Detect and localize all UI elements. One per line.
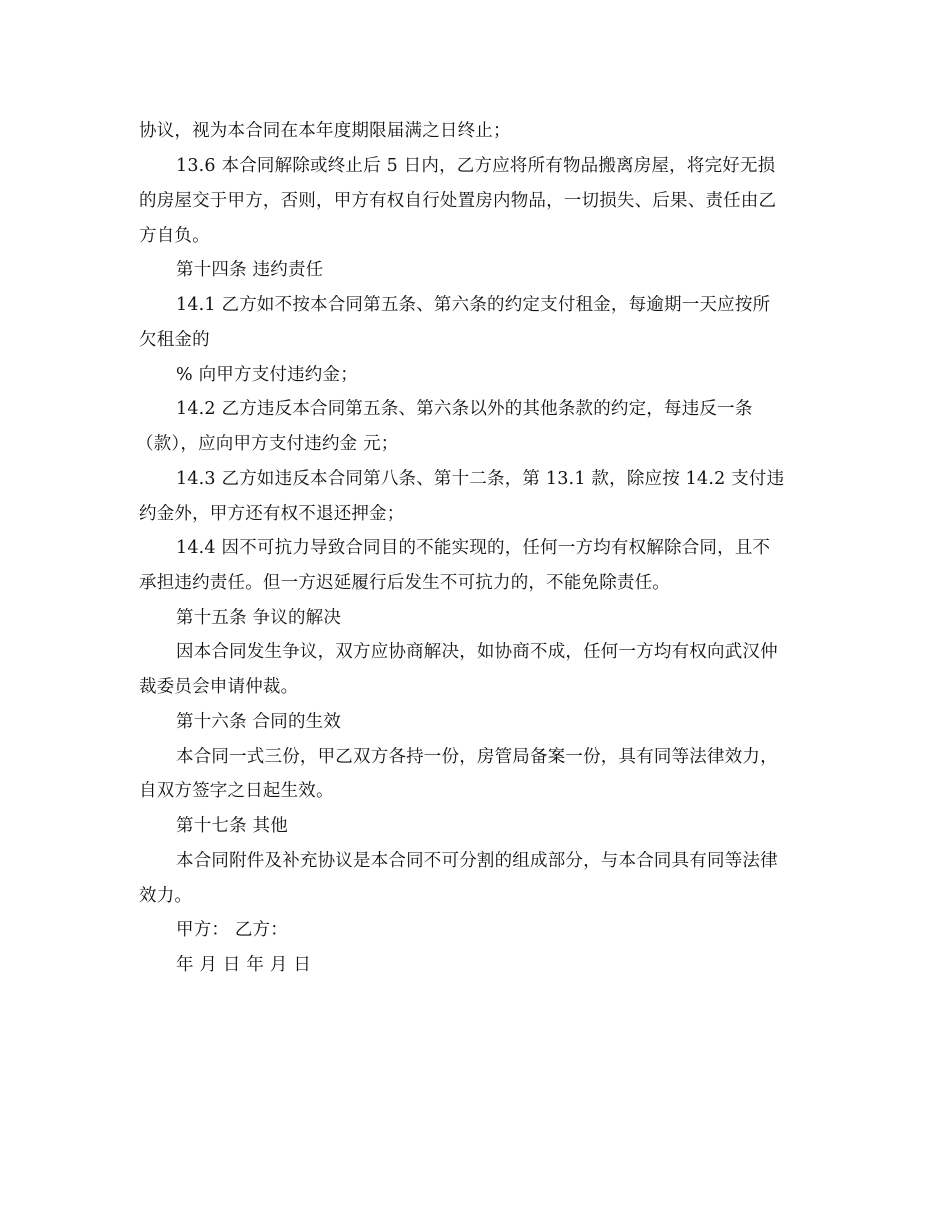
text-line-14: 承担违约责任。但一方迟延履行后发生不可抗力的，不能免除责任。: [139, 573, 670, 593]
text-line-20: 自双方签字之日起生效。: [139, 781, 334, 801]
signature-parties-line: 甲方： 乙方：: [176, 920, 288, 940]
section-heading-17: 第十七条 其他: [176, 816, 288, 836]
text-line-6: 14.1 乙方如不按本合同第五条、第六条的约定支付租金，每逾期一天应按所: [176, 295, 771, 315]
text-line-12: 约金外，甲方还有权不退还押金；: [139, 504, 405, 524]
text-line-8: % 向甲方支付违约金；: [176, 365, 358, 385]
text-line-9: 14.2 乙方违反本合同第五条、第六条以外的其他条款的约定，每违反一条: [176, 399, 753, 419]
text-line-13: 14.4 因不可抗力导致合同目的不能实现的，任何一方均有权解除合同，且不: [176, 538, 771, 558]
text-line-22: 本合同附件及补充协议是本合同不可分割的组成部分，与本合同具有同等法律: [176, 851, 778, 871]
text-line-17: 裁委员会申请仲裁。: [139, 677, 299, 697]
text-line-4: 方自负。: [139, 226, 210, 246]
text-line-11: 14.3 乙方如违反本合同第八条、第十二条，第 13.1 款，除应按 14.2 支付违: [176, 469, 785, 489]
text-line-16: 因本合同发生争议，双方应协商解决，如协商不成，任何一方均有权向武汉仲: [176, 642, 778, 662]
text-line-2: 13.6 本合同解除或终止后 5 日内，乙方应将所有物品搬离房屋，将完好无损: [176, 156, 776, 176]
text-line-7: 欠租金的: [139, 330, 210, 350]
text-line-19: 本合同一式三份，甲乙双方各持一份，房管局备案一份，具有同等法律效力，: [176, 747, 778, 767]
text-line-3: 的房屋交于甲方，否则，甲方有权自行处置房内物品，一切损失、后果、责任由乙: [139, 191, 777, 211]
section-heading-14: 第十四条 违约责任: [176, 260, 324, 280]
section-heading-15: 第十五条 争议的解决: [176, 608, 342, 628]
section-heading-16: 第十六条 合同的生效: [176, 712, 342, 732]
signature-date-line: 年 月 日 年 月 日: [176, 955, 312, 975]
text-line-10: （款），应向甲方支付违约金 元；: [136, 434, 399, 454]
text-line-23: 效力。: [139, 886, 193, 906]
text-line-1: 协议，视为本合同在本年度期限届满之日终止；: [139, 121, 511, 141]
